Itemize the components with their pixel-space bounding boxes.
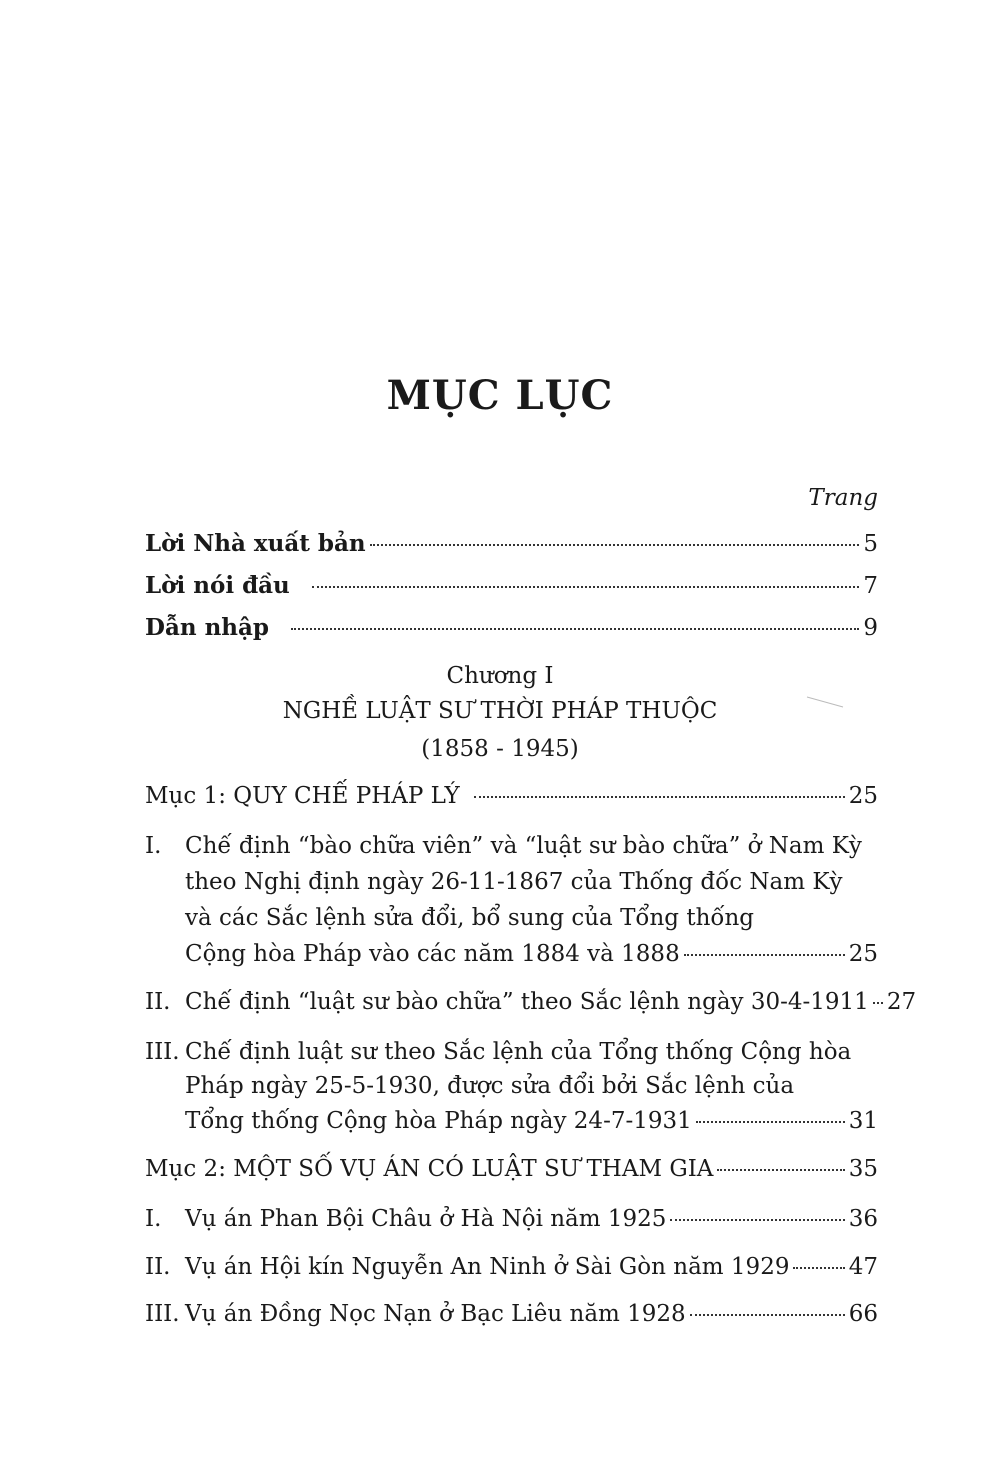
item-text-line: theo Nghị định ngày 26-11-1867 của Thống đốc Nam Kỳ bbox=[185, 869, 843, 895]
toc-entry-page: 9 bbox=[863, 615, 878, 641]
dot-leader bbox=[474, 796, 845, 798]
item-number: I. bbox=[145, 833, 162, 859]
toc-entry-page: 5 bbox=[863, 531, 878, 557]
dot-leader bbox=[291, 628, 859, 630]
toc-entry-preface bbox=[145, 572, 878, 600]
item-text-line: Tổng thống Cộng hòa Pháp ngày 24-7-1931 bbox=[185, 1108, 692, 1134]
toc-entry-label: Lời nói đầu bbox=[145, 572, 290, 599]
toc-entry-page: 66 bbox=[848, 1301, 878, 1327]
toc-entry-page: 27 bbox=[886, 989, 917, 1015]
dot-leader bbox=[684, 954, 845, 956]
toc-section-label: Mục 1: QUY CHẾ PHÁP LÝ bbox=[145, 783, 460, 809]
dot-leader bbox=[696, 1121, 845, 1123]
toc-entry-page: 31 bbox=[848, 1108, 878, 1134]
toc-item-1-2 bbox=[145, 988, 917, 1016]
toc-entry-page: 7 bbox=[863, 573, 878, 599]
toc-entry-introduction bbox=[145, 614, 878, 642]
toc-section-label: Mục 2: MỘT SỐ VỤ ÁN CÓ LUẬT SƯ THAM GIA bbox=[145, 1156, 714, 1182]
toc-item-2-3 bbox=[145, 1300, 878, 1328]
dot-leader bbox=[873, 1002, 883, 1004]
item-number: II. bbox=[145, 1254, 171, 1280]
toc-item-2-2 bbox=[145, 1253, 878, 1281]
item-text-line: Chế định luật sư theo Sắc lệnh của Tổng thống Cộng hòa bbox=[185, 1039, 852, 1065]
dot-leader bbox=[670, 1219, 844, 1221]
item-text-line: Pháp ngày 25-5-1930, được sửa đổi bởi Sắc lệnh của bbox=[185, 1073, 795, 1099]
dot-leader bbox=[690, 1314, 845, 1316]
toc-entry-page: 25 bbox=[848, 783, 878, 809]
item-text-line: Vụ án Đồng Nọc Nạn ở Bạc Liêu năm 1928 bbox=[185, 1301, 686, 1327]
item-text-line: Vụ án Hội kín Nguyễn An Ninh ở Sài Gòn năm 1929 bbox=[185, 1254, 790, 1280]
toc-entry-page: 47 bbox=[848, 1254, 878, 1280]
toc-entry-page: 35 bbox=[848, 1156, 878, 1182]
dot-leader bbox=[717, 1169, 844, 1171]
toc-entry-label: Lời Nhà xuất bản bbox=[145, 530, 366, 557]
page-column-label: Trang bbox=[808, 485, 878, 511]
toc-item-1-1-last-line bbox=[185, 940, 878, 968]
item-text-line: Chế định “bào chữa viên” và “luật sư bào chữa” ở Nam Kỳ bbox=[185, 833, 862, 859]
item-text-line: Cộng hòa Pháp vào các năm 1884 và 1888 bbox=[185, 941, 680, 967]
toc-entry-page: 25 bbox=[848, 941, 878, 967]
toc-section-1 bbox=[145, 782, 878, 810]
item-number: III. bbox=[145, 1301, 180, 1327]
toc-item-1-3-last-line bbox=[185, 1107, 878, 1135]
item-text-line: Vụ án Phan Bội Châu ở Hà Nội năm 1925 bbox=[185, 1206, 667, 1232]
item-text-line: và các Sắc lệnh sửa đổi, bổ sung của Tổng thống bbox=[185, 905, 754, 931]
toc-entry-publisher-note bbox=[145, 530, 878, 558]
page-title: MỤC LỤC bbox=[386, 372, 614, 419]
item-number: I. bbox=[145, 1206, 162, 1232]
item-number: III. bbox=[145, 1039, 180, 1065]
dot-leader bbox=[312, 586, 860, 588]
stray-mark bbox=[805, 695, 845, 709]
toc-section-2 bbox=[145, 1155, 878, 1183]
toc-item-1-3-first-line bbox=[145, 1038, 878, 1066]
item-number: II. bbox=[145, 989, 171, 1015]
toc-item-1-1-first-line bbox=[145, 832, 878, 860]
dot-leader bbox=[370, 544, 860, 546]
item-text-line: Chế định “luật sư bào chữa” theo Sắc lệnh ngày 30-4-1911 bbox=[185, 989, 869, 1015]
toc-item-2-1 bbox=[145, 1205, 878, 1233]
toc-entry-page: 36 bbox=[848, 1206, 878, 1232]
toc-entry-label: Dẫn nhập bbox=[145, 614, 270, 641]
chapter-number: Chương I bbox=[446, 663, 554, 689]
dot-leader bbox=[793, 1267, 844, 1269]
chapter-years: (1858 - 1945) bbox=[421, 736, 579, 762]
chapter-name: NGHỀ LUẬT SƯ THỜI PHÁP THUỘC bbox=[282, 698, 718, 724]
